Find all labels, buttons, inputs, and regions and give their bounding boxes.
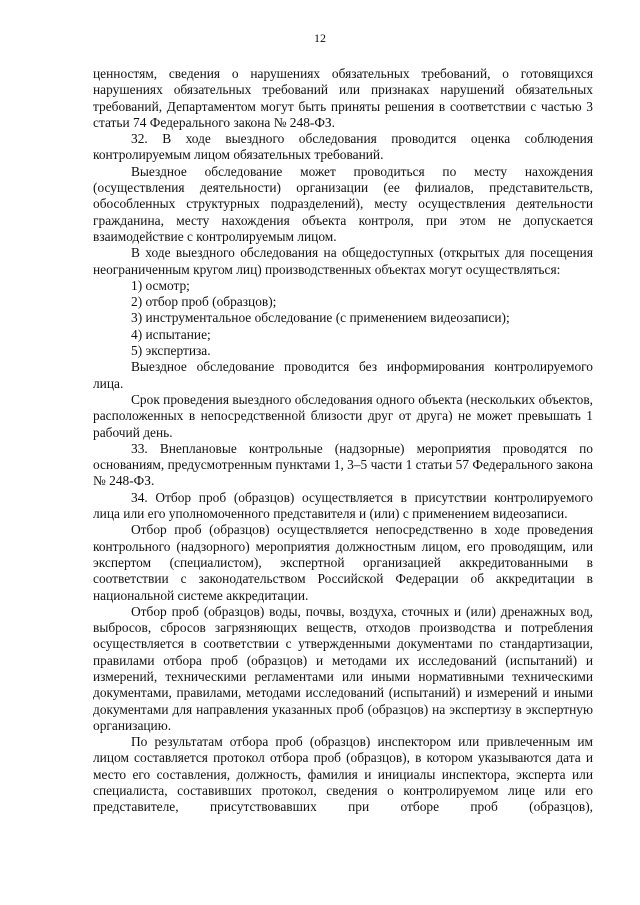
paragraph-no-notification: Выездное обследование проводится без информирования контролируемого лица. [93, 359, 593, 391]
paragraph-exit-survey-actions: В ходе выездного обследования на общедоступных (открытых для посещения неограниченным кругом лиц) производственных объектах могут осуществляться: [93, 245, 593, 277]
paragraph-sampling-performers: Отбор проб (образцов) осуществляется непосредственно в ходе проведения контрольного (надзорного) мероприятия должностным лицом, его проводящим, или экспертом (специалистом), экспертной организацией аккредитованными в соответствии с законодательством Российской Федерации об аккредитации в национальной системе аккредитации. [93, 522, 593, 603]
paragraph-exit-survey-location: Выездное обследование может проводиться по месту нахождения (осуществления деятельности) организации (ее филиалов, представительств, обособленных структурных подразделений), месту осуществления деятельности гражданина, месту нахождения объекта контроля, при этом не допускается взаимодействие с контролируемым лицом. [93, 163, 593, 244]
actions-list [93, 278, 593, 359]
list-item: 5) экспертиза. [131, 343, 211, 359]
paragraph-item-32: 32. В ходе выездного обследования проводится оценка соблюдения контролируемым лицом обязательных требований. [93, 131, 593, 163]
paragraph-item-33: 33. Внеплановые контрольные (надзорные) мероприятия проводятся по основаниям, предусмотренным пунктами 1, 3–5 части 1 статьи 57 Федерального закона № 248-ФЗ. [93, 440, 593, 489]
paragraph-item-34: 34. Отбор проб (образцов) осуществляется в присутствии контролируемого лица или его уполномоченного представителя и (или) с применением видеозаписи. [93, 489, 593, 522]
paragraph-continuation: ценностям, сведения о нарушениях обязательных требований, о готовящихся нарушениях обязательных требований или признаках нарушений обязательных требований, Департаментом могут быть приняты решения в соответствии с частью 3 статьи 74 Федерального закона № 248-ФЗ. [93, 66, 593, 130]
paragraph-sampling-standards: Отбор проб (образцов) воды, почвы, воздуха, сточных и (или) дренажных вод, выбросов, сбросов загрязняющих веществ, отходов производства и потребления осуществляется в соответствии с утвержденными документами по стандартизации, правилами отбора проб (образцов) и методами их исследований (испытаний) и измерений, техническими регламентами или иными нормативными техническими документами, правилами, методами исследований (испытаний) и измерений и иными документами для направления указанных проб (образцов) на экспертизу в экспертную организацию. [93, 603, 593, 733]
list-item: 4) испытание; [131, 326, 211, 342]
document-body [93, 66, 593, 816]
paragraph-sampling-protocol: По результатам отбора проб (образцов) инспектором или привлеченным им лицом составляется протокол отбора проб (образцов), в котором указываются дата и место его составления, должность, фамилия и инициалы инспектора, эксперта или специалиста, составивших протокол, сведения о контролируемом лице или его представителе, присутствовавших при отборе проб (образцов), [93, 734, 593, 815]
list-item: 2) отбор проб (образцов); [131, 294, 277, 310]
list-item: 3) инструментальное обследование (с применением видеозаписи); [131, 310, 510, 326]
list-item: 1) осмотр; [131, 277, 190, 293]
paragraph-duration: Срок проведения выездного обследования одного объекта (нескольких объектов, расположенных в непосредственной близости друг от друга) не может превышать 1 рабочий день. [93, 391, 593, 440]
page-number: 12 [314, 31, 326, 45]
